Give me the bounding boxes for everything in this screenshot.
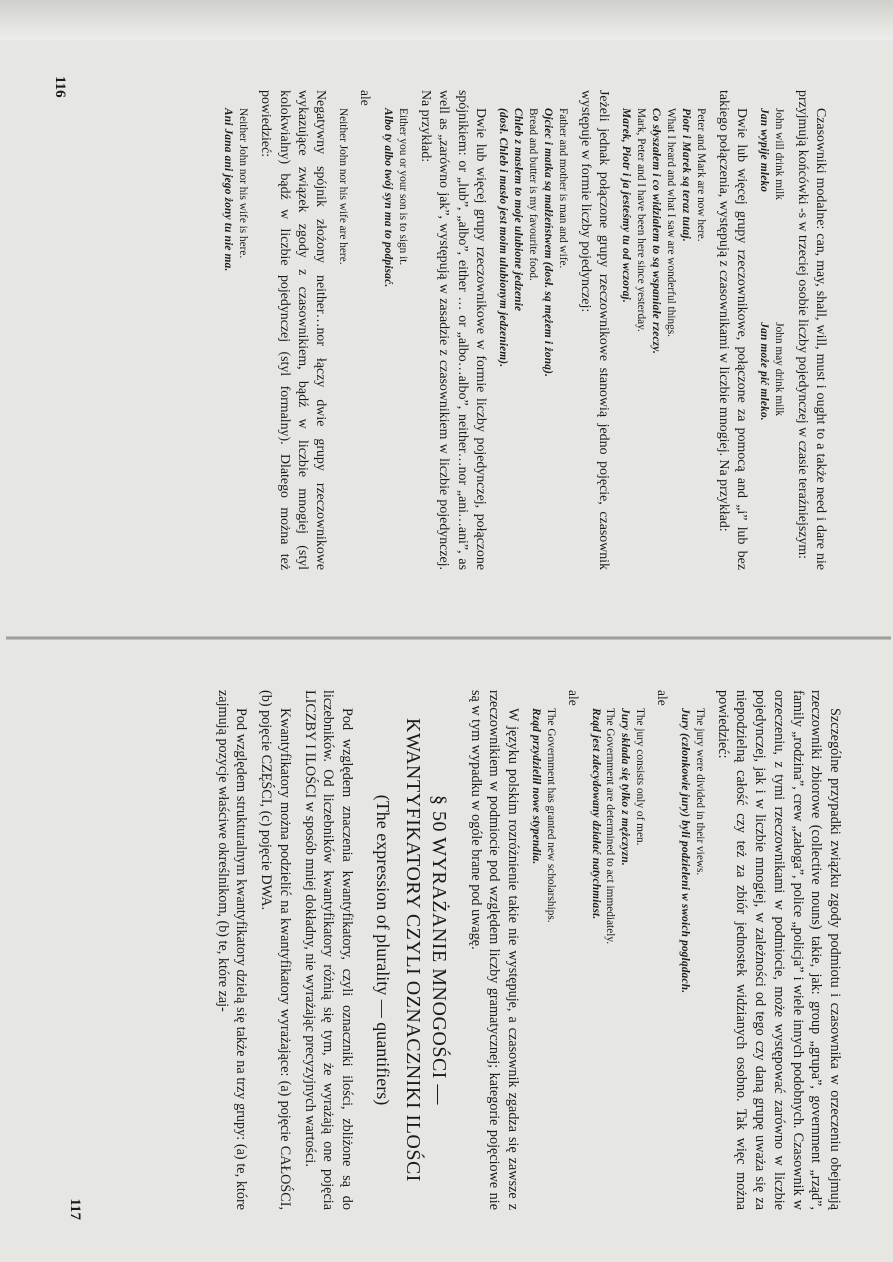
scan-edge	[0, 0, 893, 40]
page-117-content	[60, 670, 860, 1230]
example-pl: Jury (członkowie jury) byli podzieleni w swoich poglądach.	[678, 708, 691, 994]
example-en: Neither John nor his wife is here.	[236, 108, 249, 259]
example-neither-nor-plural	[335, 108, 350, 570]
section-heading-line: § 50 WYRAŻANIE MNOGOŚCI —	[427, 795, 450, 1105]
example-pl: Ojciec i matka są małżeństwem (dosł. są mężem i żoną).	[541, 108, 554, 378]
example-pl: Jan wypije mleko	[758, 108, 771, 193]
example-neither-nor-singular	[220, 108, 250, 570]
page-gutter	[6, 636, 891, 640]
example-pl: Jury składa się tylko z mężczyzn.	[619, 708, 632, 866]
example-government	[528, 708, 558, 1210]
page-116-content	[45, 70, 845, 590]
paragraph-quantifiers-structure: Pod względem strukturalnym kwantyfikatory dzielą się także na trzy grupy: (a) te, które zajmują pozycje właściwe określnikom, (b) te, które zaj-	[214, 690, 250, 1210]
example-pl: Ani Jana ani jego żony tu nie ma.	[221, 108, 234, 272]
example-en: The jury consists only of men.	[634, 708, 647, 846]
paragraph-polish-agreement: W języku polskim rozróżnienie takie nie występuje, a czasownik zgadza się zawsze z rzeczownikiem w podmiocie pod względem liczby gramatycznej; kategorie pojęciowe nie są w tym wypadku w ogóle brane pod uwagę.	[467, 690, 521, 1210]
example-plural-groups	[618, 108, 707, 570]
page-117	[60, 670, 860, 1230]
example-en: Bread and butter is my favourite food.	[526, 108, 539, 281]
paragraph-quantifiers-meaning: Pod względem znaczenia kwantyfikatory, czyli oznaczniki ilości, zbliżone są do liczebników. Od liczebników kwantyfikatory różnią się tym, że wyrażają one pojęcia LICZBY I ILOŚCI w sposób mniej dokładny, nie wyrażając precyzyjnych wartości.	[301, 690, 356, 1210]
example-pl: Rząd przydzielił nowe stypendia.	[529, 708, 542, 865]
example-pl: Marek, Piotr i ja jesteśmy tu od wczoraj.	[620, 108, 633, 303]
paragraph-single-concept: Jeżeli jednak połączone grupy rzeczownikowe stanowią jedno pojęcie, czasownik występuje w formie liczby pojedynczej:	[578, 90, 612, 570]
example-pl: (dosł. Chleb i masło jest moim ulubionym jedzeniem).	[497, 108, 510, 368]
paragraph-conjunctions: Dwie lub więcej grupy rzeczownikowe w formie liczby pojedynczej, połączone spójnikiem: or „lub”, „albo”, either … or „albo…albo”, neither…nor „ani…ani”, as well as „zarówno jak”, występują w zasadzie z czasownikiem w liczbie pojedynczej. Na przykład:	[418, 90, 489, 570]
example-en: Either you or your son is to sign it.	[396, 108, 409, 266]
example-en: John may drink milk	[773, 322, 786, 417]
example-pl: Rząd jest zdecydowany działać natychmiast.	[589, 708, 602, 920]
paragraph-collective-nouns: Szczególne przypadki związku zgody podmiotu i czasownika w orzeczeniu obejmują rzeczowniki zbiorowe (collective nouns) takie, jak: group „grupa”, government „rząd”, family „rodzina”, crew „załoga”, police „policja” i wiele innych podobnych. Czasownik w orzeczeniu, z tymi rzeczownikami w podmiocie, może występować zarówno w liczbie pojedynczej, jak i w liczbie mnogiej, w zależności od tego czy daną grupę uważa się za niepodzielną całość czy też za zbiór jednostek widzianych osobno. Tak więc można powiedzieć:	[714, 690, 843, 1210]
page-116	[45, 70, 845, 590]
example-en: The Government are determined to act immediately.	[604, 708, 617, 945]
word-ale: ale	[655, 690, 671, 706]
section-subtitle: (The expression of plurality — quantifiers)	[372, 794, 393, 1106]
paragraph-neither-nor: Negatywny spójnik złożony neither…nor łączy dwie grupy rzeczownikowe wykazujące związek zgody z czasownikiem, bądź w liczbie mnogiej (styl kolokwialny) bądź w liczbie pojedynczej (styl formalny). Dlatego można też powiedzieć:	[258, 90, 329, 570]
example-pl: Piotr i Marek są teraz tutaj.	[679, 108, 692, 242]
example-en: The jury were divided in their views.	[693, 708, 706, 876]
word-ale: ale	[565, 690, 581, 706]
example-en: The Government has granted new scholarships.	[544, 708, 557, 923]
page-number: 116	[51, 76, 68, 98]
paragraph-plural-groups: Dwie lub więcej grupy rzeczownikowe, połączone za pomocą and „i” lub bez takiego połączenia, występują z czasownikami w liczbie mnogiej. Na przykład:	[716, 90, 750, 570]
example-en: Father and mother is man and wife.	[556, 108, 569, 269]
word-ale: ale	[357, 90, 373, 106]
paragraph-modal-verbs: Czasowniki modalne: can, may, shall, will, must i ought to a także need i dare nie przyjmują końcówki -s w trzeciej osobie liczby pojedynczej w czasie teraźniejszym:	[794, 90, 828, 570]
example-pl: Jan może pić mleko.	[758, 322, 771, 421]
section-heading	[400, 690, 452, 1210]
example-en: Peter and Mark are now here.	[694, 108, 707, 242]
section-heading-line: KWANTYFIKATORY CZYLI OZNACZNIKI ILOŚCI	[401, 718, 424, 1182]
example-single-concept	[495, 108, 570, 570]
example-en: Neither John nor his wife are here.	[337, 108, 350, 265]
example-jury-plural	[677, 708, 707, 1210]
example-pl: Chleb z masłem to moje ulubione jedzenie	[511, 108, 524, 312]
example-pl: Co słyszałem i co widziałem to są wspaniałe rzeczy.	[650, 108, 663, 355]
page-number: 117	[66, 1198, 83, 1220]
example-pl: Albo ty albo twój syn ma to podpisać.	[381, 108, 394, 288]
example-en: John will drink milk	[773, 108, 786, 200]
example-either-or	[380, 108, 410, 570]
paragraph-quantifiers-division: Kwantyfikatory można podzielić na kwantyfikatory wyrażające: (a) pojęcie CAŁOŚCI, (b) pojęcie CZĘŚCI, (c) pojęcie DWA.	[258, 690, 293, 1210]
example-jury-singular	[588, 708, 648, 1210]
example-en: What I heard and what I saw are wonderful things.	[665, 108, 677, 337]
example-en: Mark, Peter and I have been here since yesterday.	[635, 108, 648, 332]
example-modal	[757, 108, 787, 570]
